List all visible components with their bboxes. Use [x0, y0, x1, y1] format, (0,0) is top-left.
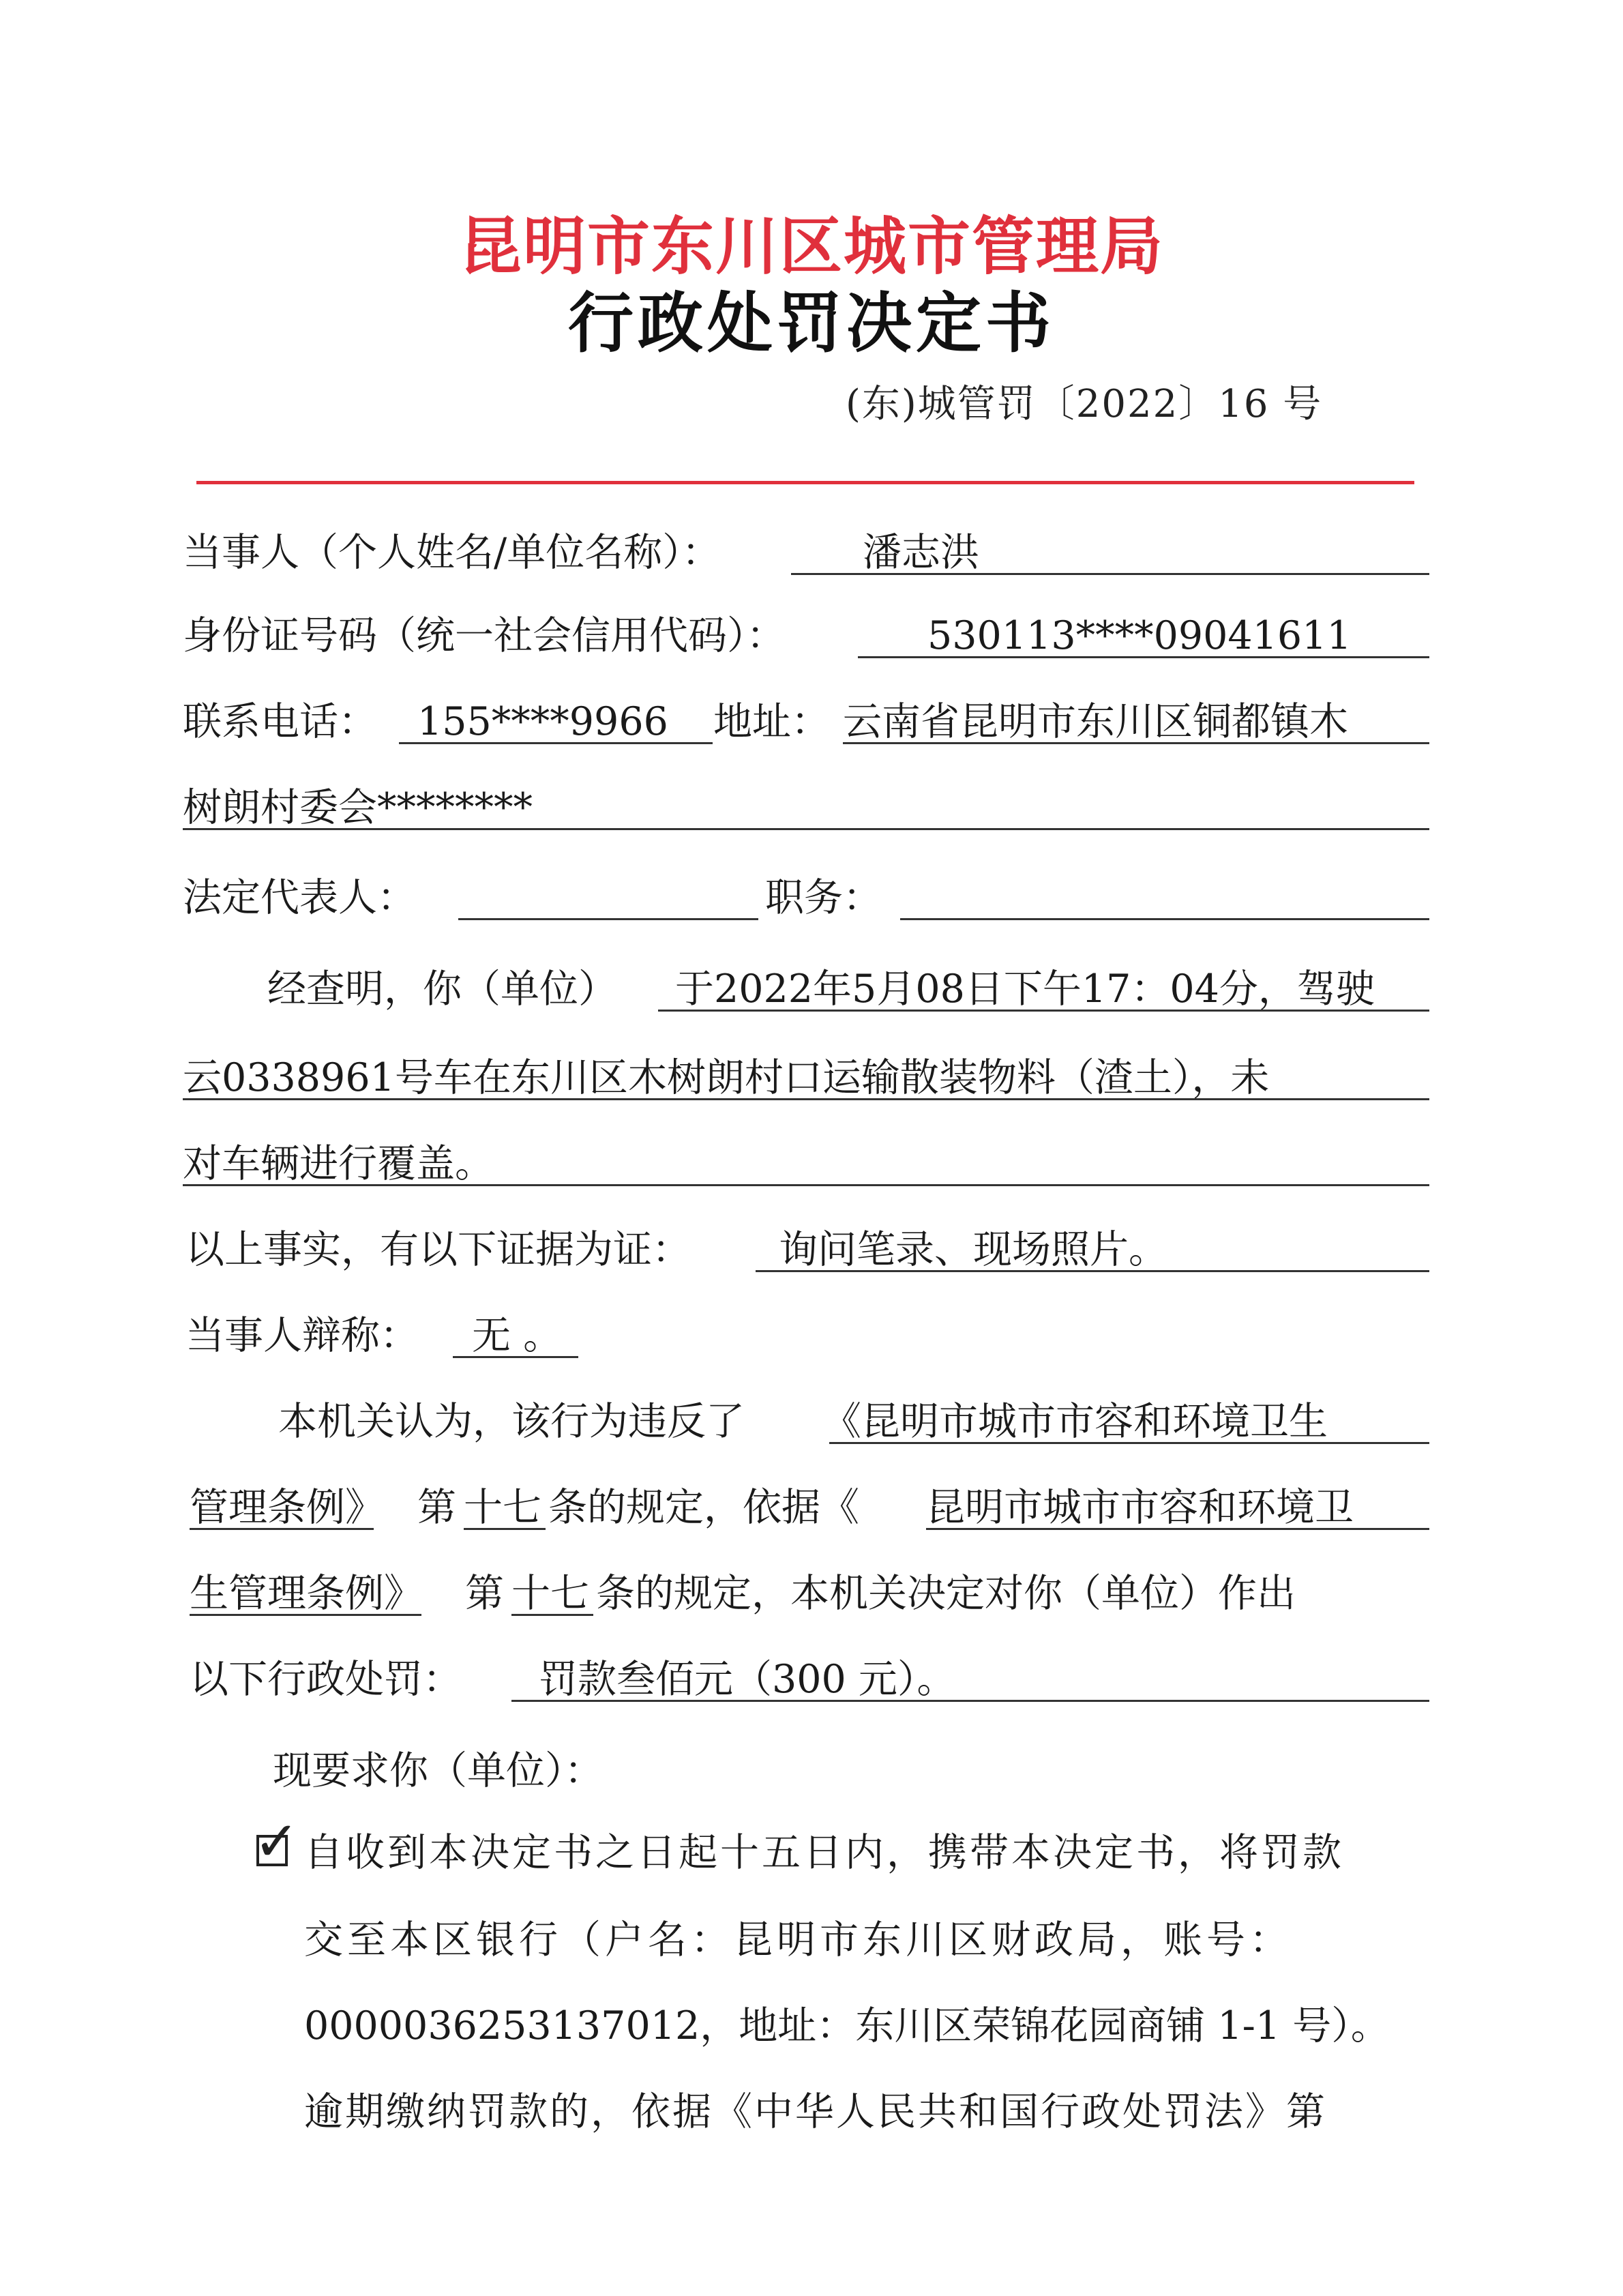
id-label: 身份证号码（统一社会信用代码）：: [183, 613, 786, 658]
ruling-underline-2b: [464, 1528, 546, 1530]
facts-underline-2: [183, 1098, 1429, 1100]
ruling-article-prefix-1: 第: [417, 1485, 456, 1530]
header-divider: [196, 481, 1414, 484]
facts-underline-3: [183, 1184, 1429, 1186]
penalty-underline: [511, 1700, 1429, 1702]
address-underline-2: [183, 828, 1429, 830]
facts-line2: 云0338961号车在东川区木树朗村口运输散装物料（渣土），未: [183, 1055, 1270, 1100]
position-label: 职务：: [765, 875, 882, 920]
defense-underline: [453, 1356, 578, 1358]
ruling-regulation-1-end: 管理条例》: [190, 1485, 384, 1530]
defense-label: 当事人辩称：: [185, 1313, 419, 1358]
phone-label: 联系电话：: [183, 699, 377, 744]
id-underline: [858, 656, 1429, 658]
payment-line1: 自收到本决定书之日起十五日内，携带本决定书，将罚款: [304, 1830, 1344, 1875]
address-underline-1: [843, 742, 1429, 744]
phone-value: 155****9966: [417, 699, 668, 744]
document-number: (东)城管罚〔2022〕16 号: [846, 382, 1323, 426]
ruling-underline-2a: [190, 1528, 374, 1530]
ruling-underline-2c: [926, 1528, 1429, 1530]
ruling-underline-3b: [511, 1614, 593, 1616]
party-name-label: 当事人（个人姓名/单位名称）：: [183, 530, 721, 575]
evidence-underline: [756, 1270, 1429, 1272]
position-underline: [900, 918, 1429, 920]
ruling-regulation-2: 昆明市城市市容和环境卫: [926, 1485, 1354, 1530]
party-name-underline: [791, 573, 1429, 575]
requirement-intro: 现要求你（单位）：: [273, 1748, 604, 1793]
address-value-line2: 树朗村委会********: [183, 785, 533, 830]
ruling-underline-1: [829, 1442, 1429, 1444]
ruling-line3-text: 条的规定，本机关决定对你（单位）作出: [596, 1571, 1296, 1616]
ruling-article-number-2: 十七: [511, 1571, 589, 1616]
phone-underline: [399, 742, 713, 744]
ruling-line1-text: 本机关认为，该行为违反了: [278, 1399, 745, 1444]
facts-intro: 经查明，你（单位）: [267, 967, 617, 1012]
legal-rep-label: 法定代表人：: [183, 875, 416, 920]
facts-underline-1: [658, 1010, 1429, 1012]
document-title: 行政处罚决定书: [568, 285, 1055, 362]
address-label: 地址：: [713, 699, 830, 744]
address-value-line1: 云南省昆明市东川区铜都镇木: [843, 699, 1348, 744]
checkmark-icon: ✓: [254, 1810, 300, 1873]
ruling-article-number-1: 十七: [464, 1485, 541, 1530]
legal-rep-underline: [458, 918, 758, 920]
ruling-article-prefix-2: 第: [465, 1571, 504, 1616]
facts-line3: 对车辆进行覆盖。: [183, 1141, 494, 1186]
issuing-agency: 昆明市东川区城市管理局: [458, 210, 1164, 283]
payment-line2: 交至本区银行（户名：昆明市东川区财政局，账号：: [304, 1917, 1292, 1962]
party-name-value: 潘志洪: [863, 530, 979, 575]
payment-line3: 0000036253137012，地址：东川区荣锦花园商铺 1-1 号）。: [304, 2003, 1390, 2048]
evidence-label: 以上事实，有以下证据为证：: [185, 1227, 691, 1272]
penalty-value: 罚款叁佰元（300 元）。: [539, 1657, 956, 1702]
ruling-underline-3a: [190, 1614, 421, 1616]
defense-value: 无 。: [472, 1313, 563, 1358]
ruling-regulation-1: 《昆明市城市市容和环境卫生: [822, 1399, 1328, 1444]
ruling-line2-text: 条的规定，依据《: [548, 1485, 859, 1530]
penalty-label: 以下行政处罚：: [190, 1657, 462, 1702]
payment-line4: 逾期缴纳罚款的，依据《中华人民共和国行政处罚法》第: [304, 2089, 1327, 2134]
ruling-regulation-2-end: 生管理条例》: [190, 1571, 423, 1616]
facts-line1: 于2022年5月08日下午17：04分，驾驶: [675, 967, 1375, 1012]
evidence-value: 询问笔录、现场照片。: [779, 1227, 1167, 1272]
id-value: 530113****09041611: [927, 613, 1352, 658]
